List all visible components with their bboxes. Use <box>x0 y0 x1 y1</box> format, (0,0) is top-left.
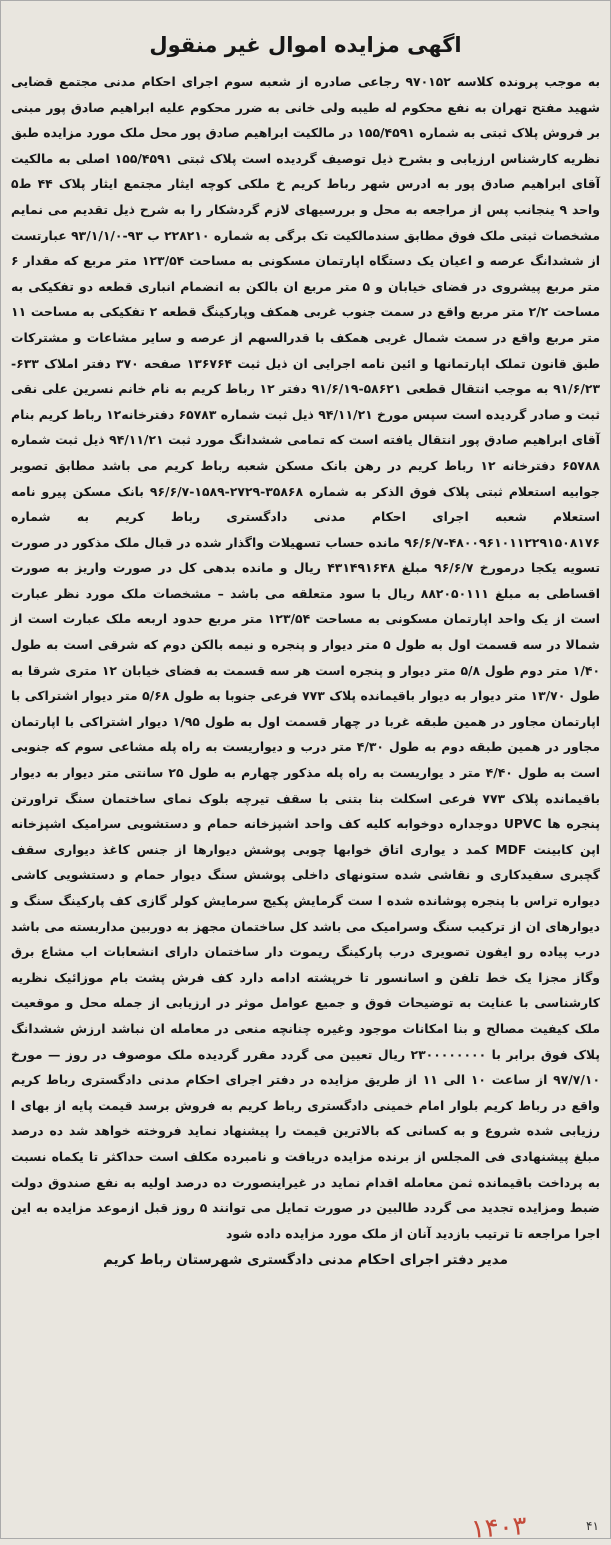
notice-signature: مدیر دفتر اجرای احکام مدنی دادگستری شهرستان رباط کریم <box>103 1252 508 1269</box>
page-number: ۴۱ <box>586 1519 599 1533</box>
notice-body-text: به موجب پرونده کلاسه ۹۷۰۱۵۲ رجاعی صادره از شعبه سوم اجرای احکام مدنی مجتمع قضایی شهید مفتح تهران به نفع محکوم له طیبه ولی خانی به ضرر محکوم علیه ابراهیم صادق پور مبنی بر فروش پلاک ثبتی به شماره ۱۵۵/۴۵۹۱ در مالکیت ابراهیم صادق پور محل ملک مورد مزایده طبق نظریه کارشناس ارزیابی و بشرح ذیل توصیف گردیده است پلاک ثبتی ۱۵۵/۴۵۹۱ اصلی به مالکیت آقای ابراهیم صادق پور به ادرس شهر رباط کریم خ ملکی کوچه ایثار مجتمع ایثار پلاک ۴۴ ط۵ واحد ۹ ینجانب پس از مراجعه به محل و بررسیهای لازم گردشکار را به شرح ذیل تقدیم می نمایم مشخصات ثبتی ملک فوق مطابق سندمالکیت تک برگی به شماره ۲۲۸۲۱۰ ب ۹۳-۹۳/۱/۱/۰ عبارتست از ششدانگ عرصه و اعیان یک دستگاه اپارتمان مسکونی به مساحت ۱۲۳/۵۴ متر مربع که مقدار ۶ متر مربع پیشروی در فضای خیابان و ۵ متر مربع ان بالکن به انضمام انباری قطعه دو تفکیکی به مساحت ۲/۲ متر مربع واقع در سمت جنوب غربی همکف وپارکینگ قطعه ۲ تفکیکی به مساحت ۱۱ متر مربع واقع در سمت شمال غربی همکف با قدرالسهم از عرصه و سایر مشاعات و مشترکات طبق قانون تملک اپارتمانها و ائین نامه اجرایی ان ذیل ثبت ۱۳۶۷۶۴ صفحه ۳۷۰ دفتر املاک ۶۳۳- ۹۱/۶/۲۳ به موجب انتقال قطعی ۵۸۶۲۱-۹۱/۶/۱۹ دفتر ۱۲ رباط کریم به نام خانم نسرین علی نقی ثبت و صادر گردیده است سپس مورخ ۹۴/۱۱/۲۱ ذیل ثبت شماره ۶۵۷۸۳ دفترخانه۱۲ رباط کریم بنام آقای ابراهیم صادق پور انتقال یافته است که تمامی ششدانگ مورد ثبت ۹۴/۱۱/۲۱ ذیل ثبت شماره ۶۵۷۸۸ دفترخانه ۱۲ رباط کریم در رهن بانک مسکن شعبه رباط کریم می باشد مطابق تصویر جوابیه استعلام ثبتی پلاک فوق الذکر به شماره ۳۵۸۶۸-۲۷۲۹-۱۵۸۹-۹۶/۶/۷ بانک مسکن پیرو نامه استعلام شعبه اجرای احکام مدنی دادگستری رباط کریم به شماره ۴۸۰۰۹۶۱۰۱۱۲۲۹۱۵۰۸۱۷۶-۹۶/۶/۷ مانده حساب تسهیلات واگذار شده در قبال ملک مذکور در صورت تسویه یکجا درمورخ ۹۶/۶/۷ مبلغ ۴۳۱۴۹۱۶۴۸ ریال و مانده بدهی کل در صورت واریز به صورت اقساطی به مبلغ ۸۸۲۰۵۰۱۱۱ ریال با سود متعلقه می باشد – مشخصات ملک مورد نظر عبارت است از یک واحد اپارتمان مسکونی به مساحت ۱۲۳/۵۴ متر مربع حدود اربعه ملک عبارت است از شمالا در سه قسمت اول به طول ۵ متر دیوار و پنجره و نیمه بالکن دوم که شرقی است به طول ۱/۴۰ متر دوم طول ۵/۸ متر دیوار و پنجره است هر سه قسمت به فضای خیابان ۱۲ متری شرقا به طول ۱۳/۷۰ متر دیوار به دیوار باقیمانده پلاک ۷۷۳ فرعی جنوبا به طول ۵/۶۸ متر دیوار اشتراکی با اپارتمان مجاور در همین طبقه غربا در چهار قسمت اول به طول ۱/۹۵ دیوار اشتراکی با اپارتمان مجاور در همین طبقه دوم به طول ۴/۳۰ متر درب و دیواریست به راه پله مشاعی سوم که جنوبی است به طول ۴/۴۰ متر د یواریست به راه پله مذکور چهارم به طول ۲۵ سانتی متر دیوار به دیوار باقیمانده پلاک ۷۷۳ فرعی اسکلت بنا بتنی با سقف تیرچه بلوک نمای ساختمان سنگ تراورتن پنجره ها UPVC دوجداره دوخوابه کلیه کف واحد اشپزخانه حمام و دستشویی سرامیک اشپزخانه اپن کابینت MDF کمد د یواری اتاق خوابها چوبی پوشش دیوارها از جنس کاغذ دیواری سقف گچبری سفیدکاری و نقاشی شده ستونهای داخلی پوشش سنگ دیوار حمام و دستشویی کاشی دیواره تراس با پنجره پوشانده شده ا ست گرمایش پکیج سرمایش کولر گازی کف پارکینگ سنگ و دیوارهای ان از ترکیب سنگ وسرامیک می باشد کل ساختمان مجهز به دوربین مداربسته می باشد درب پیاده رو ایفون تصویری درب پارکینگ ریموت دار ساختمان دارای انشعابات اب مشاع برق وگاز مجزا یک خط تلفن و اسانسور تا خرپشته ادامه دارد کف فرش پشت بام موزائیک نظریه کارشناسی با عنایت به توضیحات فوق و جمیع عوامل موثر در ارزیابی از جمله محل و موقعیت ملک کیفیت مصالح و بنا امکانات موجود وغیره چنانچه منعی در معامله ان نباشد ارزش ششدانگ پلاک فوق برابر با ۲۳۰۰۰۰۰۰۰۰ ریال تعیین می گردد مقرر گردیده ملک موصوف در روز — مورخ ۹۷/۷/۱۰ از ساعت ۱۰ الی ۱۱ از طریق مزایده در دفتر اجرای احکام مدنی دادگستری رباط کریم واقع در رباط کریم بلوار امام خمینی دادگستری رباط کریم به فروش برسد قیمت پایه از بهای ا رزیابی شده شروع و به کسانی که بالاترین قیمت را پیشنهاد نماید فروخته خواهد شد ده درصد مبلغ پیشنهادی فی المجلس از برنده مزایده دریافت و نامبرده مکلف است حداکثر تا یکماه نسبت به پرداخت باقیمانده ثمن معامله اقدام نماید در غیراینصورت ده درصد اولیه به نفع صندوق دولت ضبط ومزایده تجدید می گردد طالبین در صورت تمایل می توانند ۵ روز قبل ازموعد مزایده به این اجرا مراجعه تا ترتیب بازدید آنان از ملک مورد مزایده داده شود <box>11 74 601 1241</box>
handwritten-mark: ۱۴۰۳ <box>470 1511 528 1545</box>
notice-title: اگهی مزایده اموال غیر منقول <box>149 33 462 57</box>
